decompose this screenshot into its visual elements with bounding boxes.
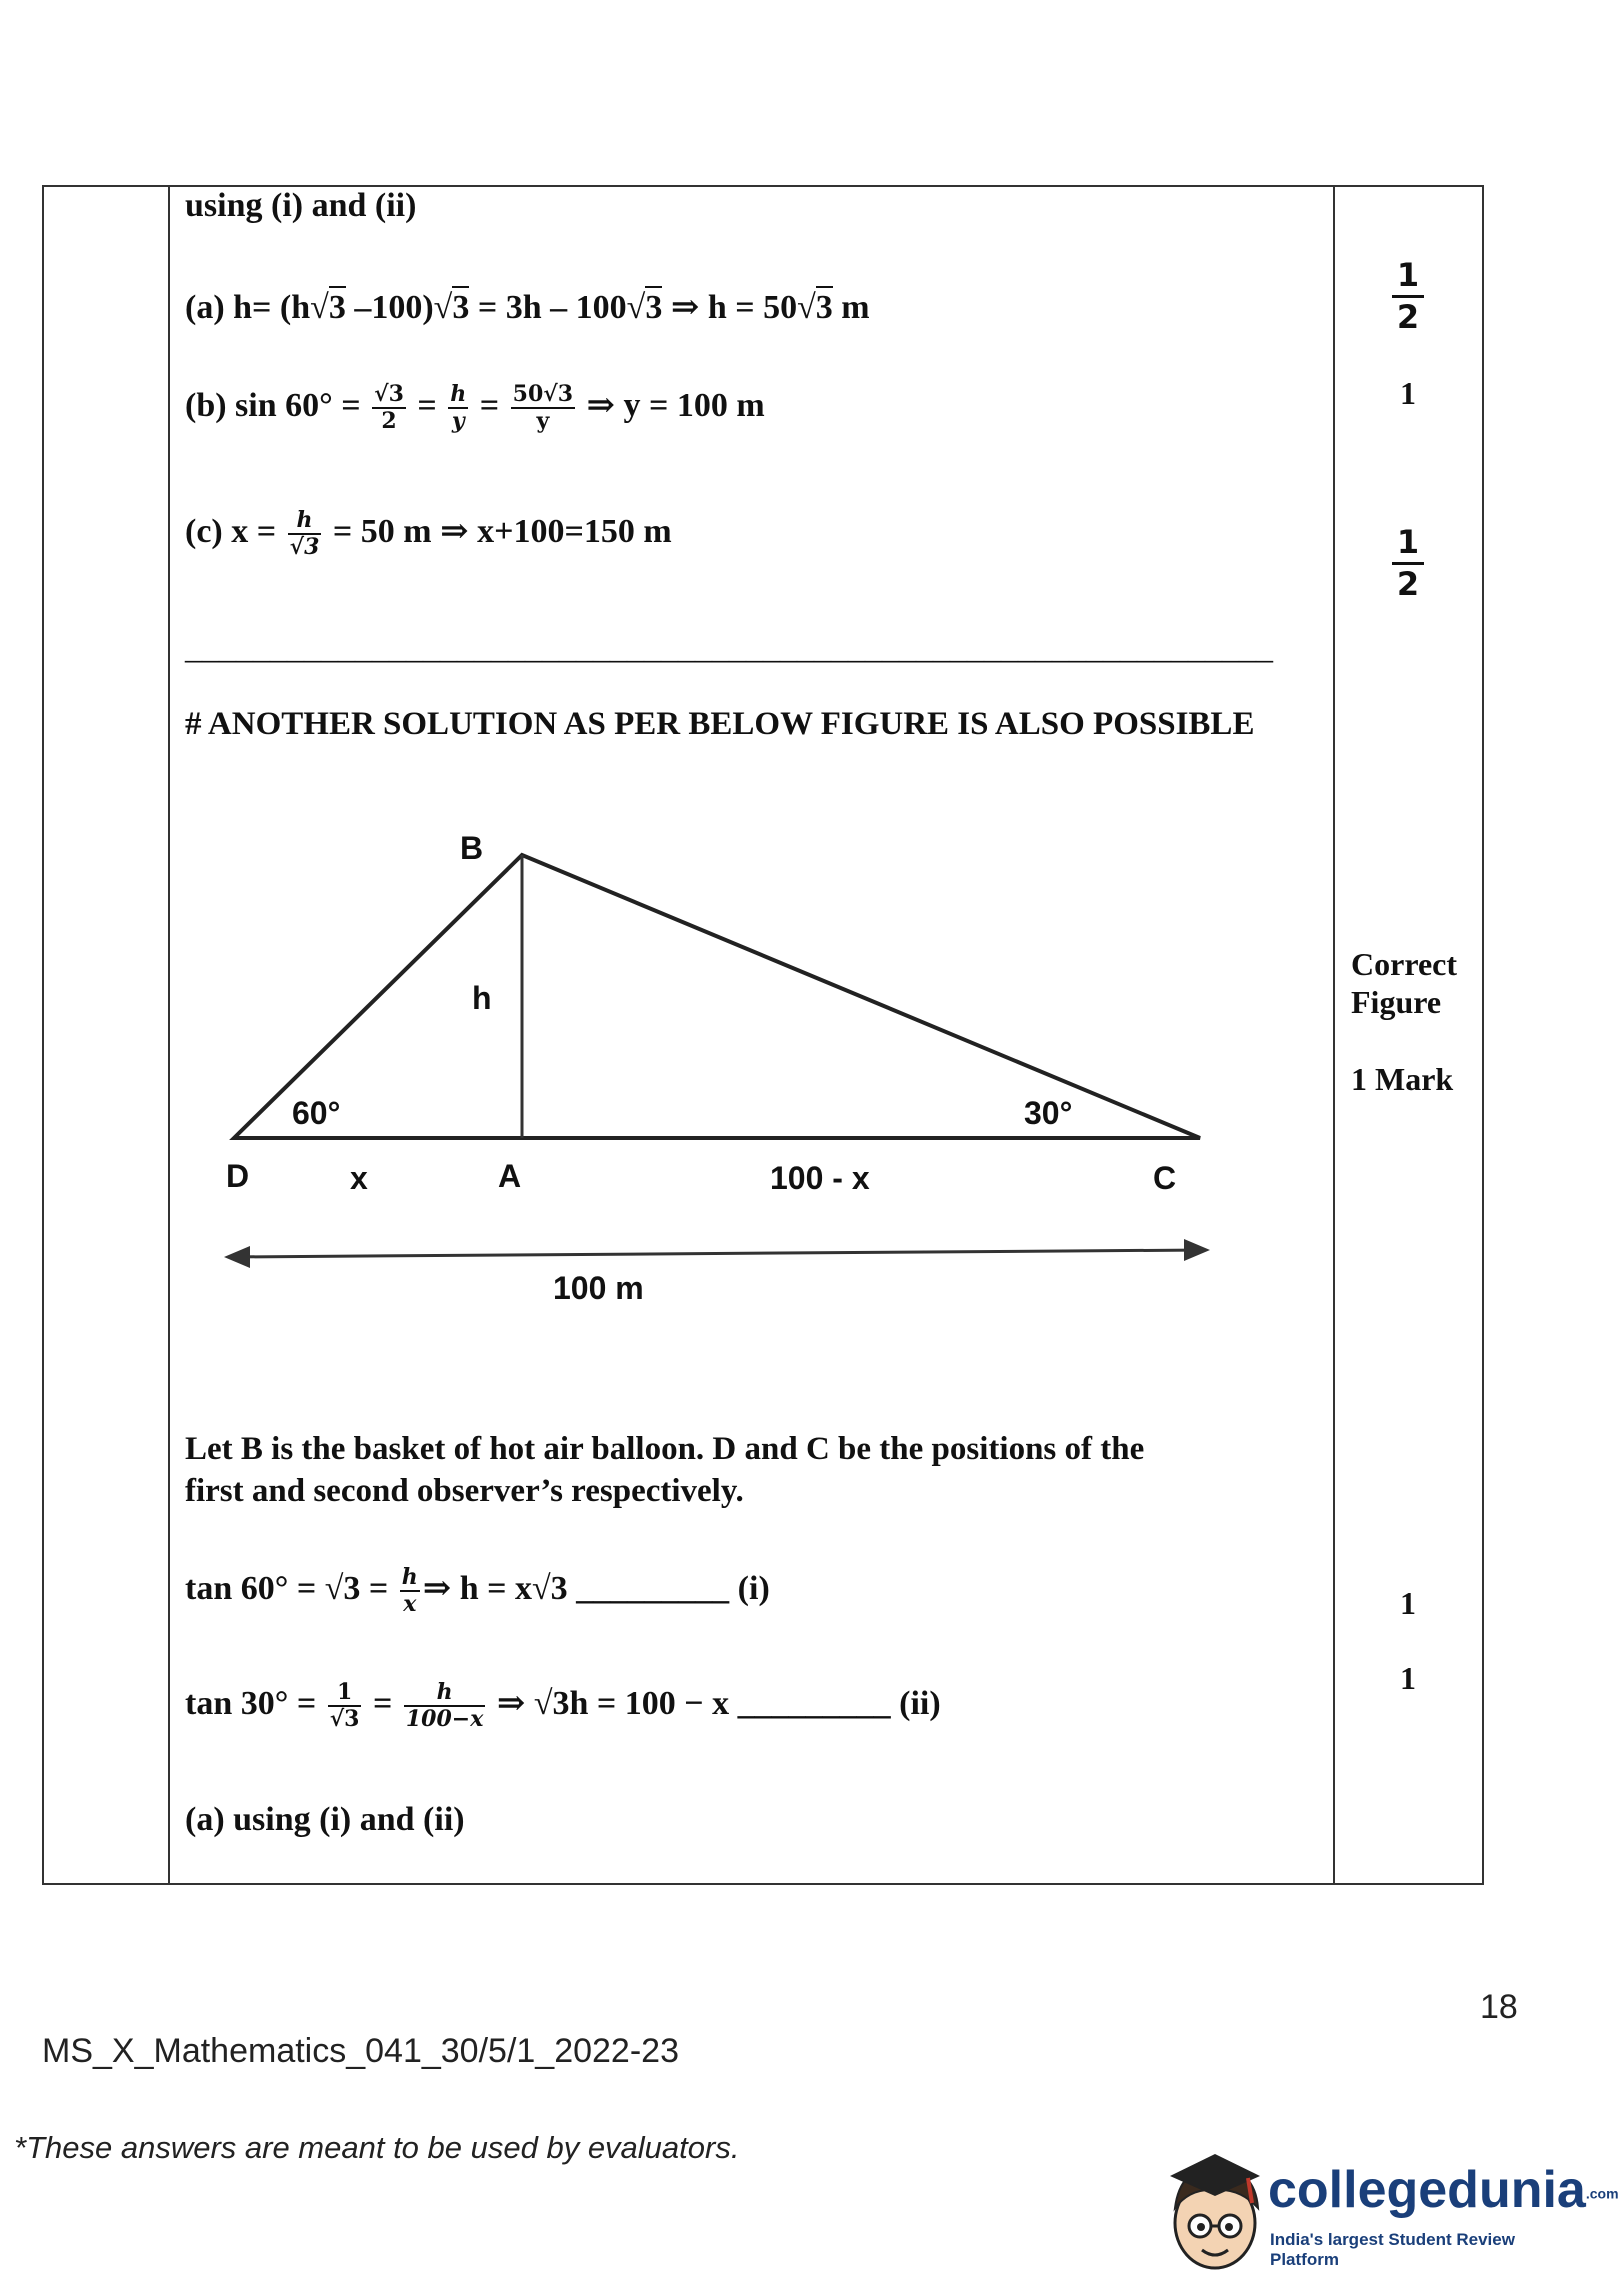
fraction: $\frac{50√3}{y}$	[512, 381, 574, 435]
mark-one-2: 1	[1400, 1585, 1416, 1621]
fraction: $\frac{1}{√3}$	[329, 1679, 360, 1733]
evaluator-note: *These answers are meant to be used by evaluators.	[14, 2130, 740, 2165]
label-60-deg: 60°	[292, 1095, 341, 1131]
description-line-1: Let B is the basket of hot air balloon. D and C be the positions of the	[185, 1431, 1145, 1467]
mark-half-2: 1 2	[1378, 525, 1438, 602]
tan60-equation: tan 60° = √3 = $\frac{h}{x}$ ⇒ h = x√3 _________ (i)	[185, 1564, 770, 1618]
figure-mark-line-2: Figure	[1351, 984, 1442, 1020]
fraction: $\frac{√3}{2}$	[374, 381, 404, 435]
distance-arrow-line	[228, 1250, 1205, 1257]
mark-half-1: 1 2	[1378, 258, 1438, 335]
equation-a: (a) h= (h√3 –100)√3 = 3h – 100√3 ⇒ h = 50√3 m	[185, 288, 870, 329]
label-C: C	[1153, 1160, 1177, 1196]
label-100m: 100 m	[553, 1270, 644, 1306]
brand-tagline: India's largest Student Review Platform	[1270, 2230, 1515, 2269]
fraction: $\frac{h}{√3}$	[289, 507, 320, 561]
intro-text: using (i) and (ii)	[185, 187, 417, 224]
page-number: 18	[1480, 1988, 1518, 2026]
fraction: $\frac{h}{x}$	[401, 1564, 418, 1618]
fraction: $\frac{h}{100-x}$	[405, 1679, 484, 1733]
description-line-2: first and second observer’s respectively.	[185, 1473, 744, 1509]
part-a-text: (a) using (i) and (ii)	[185, 1801, 465, 1838]
figure-mark-line-1: Correct	[1351, 946, 1457, 982]
equation-c: (c) x = $\frac{h}{√3}$ = 50 m ⇒ x+100=150 m	[185, 507, 672, 561]
tan30-equation: tan 30° = $\frac{1}{√3}$ = $\frac{h}{100-x}$ ⇒ √3h = 100 − x _________ (ii)	[185, 1679, 941, 1733]
figure-mark-line-3: 1 Mark	[1351, 1061, 1454, 1097]
divider-line: ________________________________________________________________	[185, 629, 1273, 666]
mascot-icon	[1160, 2148, 1270, 2273]
mark-one-1: 1	[1400, 375, 1416, 411]
fraction: $\frac{h}{y}$	[450, 381, 467, 435]
table-divider-left	[168, 185, 170, 1885]
label-h: h	[472, 980, 492, 1016]
equation-b: (b) sin 60° = $\frac{√3}{2}$ = $\frac{h}{y}$ = $\frac{50√3}{y}$ ⇒ y = 100 m	[185, 381, 765, 435]
label-A: A	[498, 1158, 522, 1194]
label-x: x	[350, 1160, 368, 1196]
arrow-head-left	[224, 1246, 250, 1268]
table-divider-right	[1333, 185, 1335, 1885]
document-code: MS_X_Mathematics_041_30/5/1_2022-23	[42, 2032, 679, 2070]
brand-name: collegedunia.com	[1268, 2161, 1619, 2219]
label-D: D	[226, 1158, 250, 1194]
triangle-figure	[200, 820, 1240, 1300]
another-solution-heading: # ANOTHER SOLUTION AS PER BELOW FIGURE IS ALSO POSSIBLE	[185, 706, 1255, 742]
label-B: B	[460, 830, 484, 866]
mark-one-3: 1	[1400, 1660, 1416, 1696]
label-100-minus-x: 100 - x	[770, 1160, 870, 1196]
arrow-head-right	[1184, 1239, 1210, 1261]
label-30-deg: 30°	[1024, 1095, 1073, 1131]
